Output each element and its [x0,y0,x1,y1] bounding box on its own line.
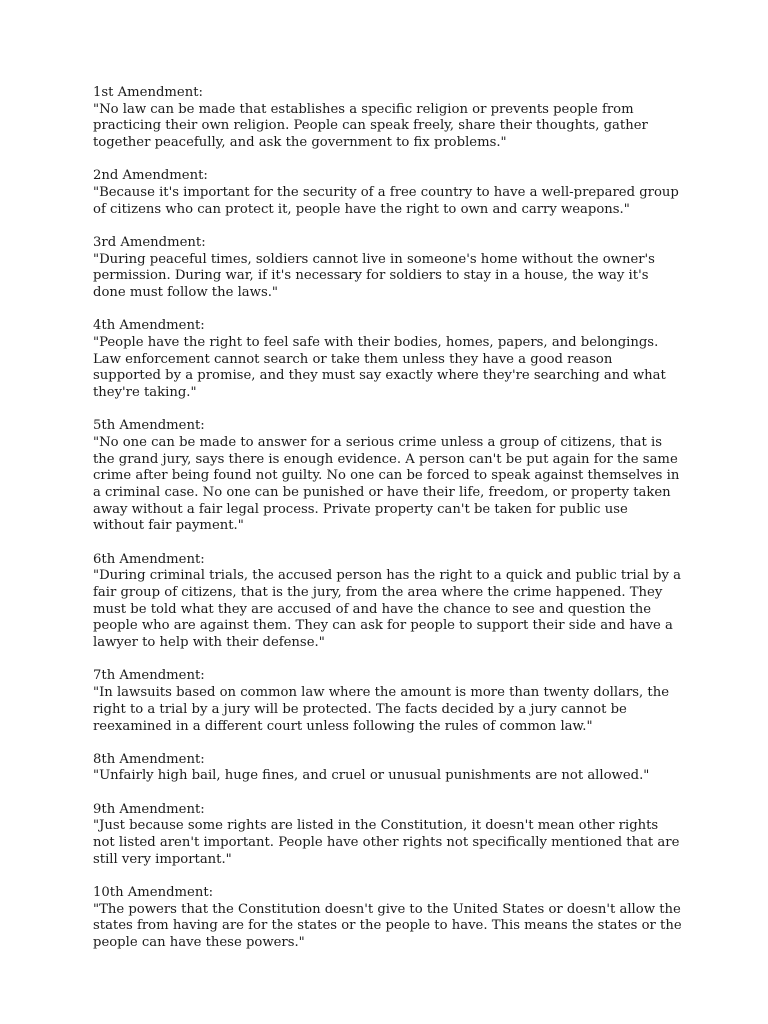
amendment-heading: 5th Amendment: [93,418,205,434]
amendment-1 [93,85,683,152]
amendment-4 [93,318,683,402]
amendment-text: "Just because some rights are listed in the Constitution, it doesn't mean other rights not listed aren't important. People have other rights not specifically mentioned that are still very important." [93,818,680,867]
amendment-5 [93,418,683,535]
amendment-text: "People have the right to feel safe with their bodies, homes, papers, and belongings. Law enforcement cannot search or take them unless they have a good reason supported by a promise, and they must say exactly where they're searching and what they're taking." [93,334,666,401]
amendment-10 [93,885,683,952]
amendment-heading: 3rd Amendment: [93,234,206,250]
amendment-text: "The powers that the Constitution doesn't give to the United States or doesn't allow the states from having are for the states or the people to have. This means the states or the people can have these powers." [93,901,682,951]
amendment-text: "In lawsuits based on common law where the amount is more than twenty dollars, the right to a trial by a jury will be protected. The facts decided by a jury cannot be reexamined in a different court unless following the rules of common law." [93,685,670,734]
amendment-heading: 4th Amendment: [93,318,205,334]
amendment-9 [93,802,683,869]
amendment-text: "Unfairly high bail, huge fines, and cruel or unusual punishments are not allowed." [93,768,650,784]
amendment-heading: 7th Amendment: [93,668,205,684]
amendment-6 [93,552,683,652]
amendment-heading: 6th Amendment: [93,551,205,567]
amendment-heading: 2nd Amendment: [93,168,208,184]
amendment-3 [93,235,683,302]
amendment-8 [93,752,683,785]
amendment-text: "No law can be made that establishes a specific religion or prevents people from practicing their own religion. People can speak freely, share their thoughts, gather together peacefully, and ask the government to fix problems." [93,101,648,151]
document-page [93,85,683,968]
amendment-text: "During peaceful times, soldiers cannot live in someone's home without the owner's permission. During war, if it's necessary for soldiers to stay in a house, the way it's done must follow the laws." [93,251,655,301]
amendment-2 [93,168,683,218]
amendment-7 [93,668,683,735]
amendment-heading: 10th Amendment: [93,884,214,900]
amendment-heading: 1st Amendment: [93,85,203,100]
amendment-heading: 9th Amendment: [93,801,205,817]
amendment-text: "No one can be made to answer for a serious crime unless a group of citizens, that is the grand jury, says there is enough evidence. A person can't be put again for the same crime after being found not guilty. No one can be forced to speak against themselves in a criminal case. No one can be punished or have their life, freedom, or property taken away without a fair legal process. Private property can't be taken for public use without fair payment." [93,434,680,534]
amendment-text: "During criminal trials, the accused person has the right to a quick and public trial by a fair group of citizens, that is the jury, from the area where the crime happened. They must be told what they are accused of and have the chance to see and question the people who are against them. They can ask for people to support their side and have a lawyer to help with their defense." [93,568,681,651]
amendment-text: "Because it's important for the security of a free country to have a well-prepared group of citizens who can protect it, people have the right to own and carry weapons." [93,185,679,217]
amendment-heading: 8th Amendment: [93,751,205,767]
